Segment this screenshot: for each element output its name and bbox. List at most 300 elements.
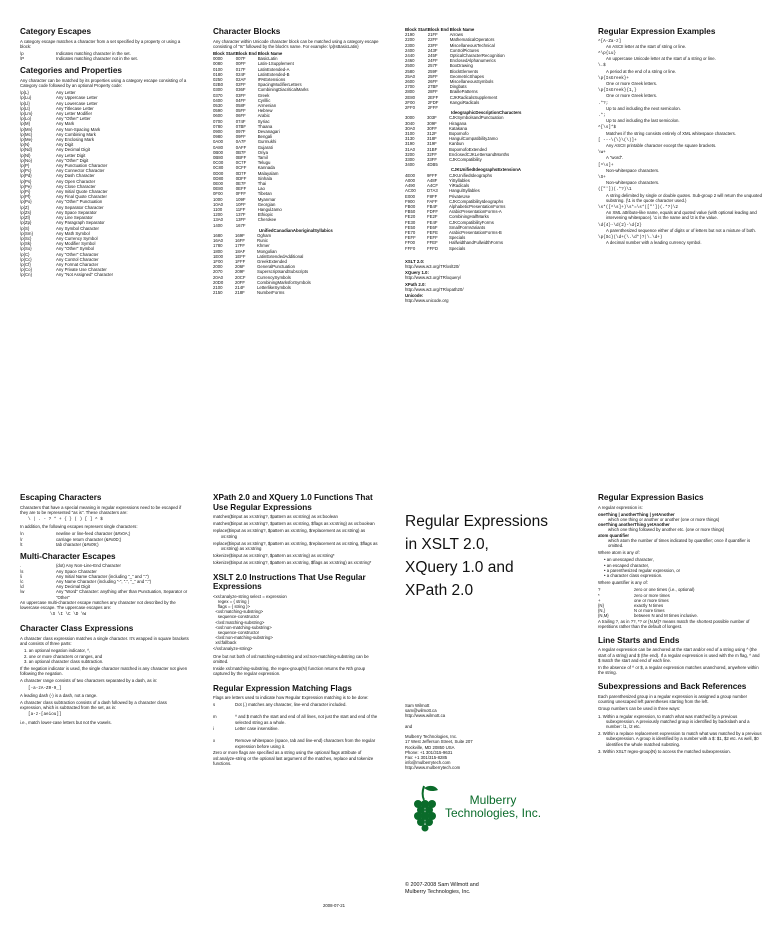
example-pattern: ^[\s]*$ xyxy=(598,125,617,131)
section-title-character-blocks: Character Blocks xyxy=(213,27,281,36)
atom-item: • a parenthesized regular expression, or xyxy=(604,567,681,573)
row-value: Indicates matching character not in the set. xyxy=(56,56,138,62)
section-title-basics: Regular Expression Basics xyxy=(598,493,704,502)
table-cell: 04FF xyxy=(235,97,246,103)
example-pattern: \S+ xyxy=(598,174,606,180)
table-cell: CJKSymbolsandPunctuation xyxy=(449,115,504,121)
row-value: Any "Word" Character: anything other than Punctuation, Separator or "Other" xyxy=(56,589,188,600)
table-cell: 02FF xyxy=(235,82,246,88)
table-cell: 0BFF xyxy=(235,154,247,160)
row-key: \p{Lm} xyxy=(20,111,33,117)
table-cell: 0250 xyxy=(213,76,223,82)
table-cell: SuperscriptsandSubscripts xyxy=(257,269,309,275)
table-cell: 2600 xyxy=(405,79,415,85)
table-cell: Thai xyxy=(257,180,267,186)
table-cell: Dingbats xyxy=(449,84,467,90)
table-cell: 0B7F xyxy=(235,149,246,155)
row-value: Any Close Character xyxy=(56,183,96,189)
table-cell: Kannada xyxy=(257,165,275,171)
basics-atom-intro: Where atom is any of: xyxy=(598,550,640,556)
table-cell: 0530 xyxy=(213,102,223,108)
row-value: Any "Other" Digit xyxy=(56,157,89,163)
table-cell: 036F xyxy=(235,87,246,93)
row-value: Any Open Character xyxy=(56,178,96,184)
table-cell: 02AF xyxy=(235,76,246,82)
example-description: A "word". xyxy=(606,155,624,161)
table-cell: FB50 xyxy=(405,209,416,215)
row-key: \p{Co} xyxy=(20,267,32,273)
table-cell: 3040 xyxy=(405,120,415,126)
section-title-multi: Multi-Character Escapes xyxy=(20,551,116,561)
basics-term: oneThing | anotherThing | yetAnother xyxy=(598,511,675,517)
table-cell: A000 xyxy=(405,177,416,183)
table-cell: 25A0 xyxy=(405,73,416,79)
table-cell: 218F xyxy=(235,290,245,296)
blocks-continued-sub-header: IdeographicDescriptionCharacters xyxy=(451,110,522,116)
row-value: Any "Other" Letter xyxy=(56,116,91,122)
table-cell: 214F xyxy=(235,285,245,291)
row-key: \p{Ll} xyxy=(20,100,30,106)
table-cell: 0180 xyxy=(213,71,223,77)
table-cell: EnclosedCJKLettersandMonths xyxy=(449,151,510,157)
row-key: \p{N} xyxy=(20,142,30,148)
table-cell: 2FFF xyxy=(427,105,438,111)
example-description: An uppercase Unicode letter at the start of a string or line. xyxy=(606,56,716,62)
contact-line: Sam Wilmott xyxy=(405,703,430,708)
table-row xyxy=(20,272,113,277)
table-cell: 28FF xyxy=(427,89,438,95)
row-key: \p{P} xyxy=(20,163,30,169)
escaping-table xyxy=(20,531,130,547)
table-cell: 2EFF xyxy=(427,94,439,100)
table-cell: Specials xyxy=(449,235,466,241)
row-value: tab character (&#x09;) xyxy=(56,541,99,547)
classes-p4: A character class subtraction consists of a dash followed by a character class expression, which is subtracted from the set, as in: xyxy=(20,699,167,711)
row-value: Any Mark xyxy=(56,121,75,127)
col-blocks-continued xyxy=(405,27,575,304)
title-line-1: Regular Expressions xyxy=(405,513,549,530)
row-key: * xyxy=(598,592,600,598)
basics-atoms xyxy=(598,557,763,578)
table-cell: 0DFF xyxy=(235,175,247,181)
table-cell: Specials xyxy=(449,245,466,251)
table-cell: FB4F xyxy=(427,203,438,209)
table-row xyxy=(213,290,311,295)
table-cell: Lao xyxy=(257,186,265,192)
row-value: one or more times xyxy=(634,597,669,603)
row-value: Any Space Separator xyxy=(56,209,97,215)
escaping-intro: Characters that have a special meaning in regular expressions need to be escaped if they are to be represented "as is". These characters are: xyxy=(20,504,182,515)
table-cell: 22FF xyxy=(427,37,438,43)
table-cell: Kanbun xyxy=(449,141,464,147)
table-cell: 2F00 xyxy=(405,99,415,105)
table-cell: Gujarati xyxy=(257,144,273,150)
row-value: Indicates matching character in the set. xyxy=(56,50,131,56)
basics-description: which one thing followed by another etc. (one or more things) xyxy=(608,527,725,533)
table-cell: 3100 xyxy=(405,131,415,137)
table-cell: Greek xyxy=(257,92,270,98)
row-key: \i xyxy=(20,573,23,579)
table-cell: 209F xyxy=(235,269,245,275)
table-cell: 20CF xyxy=(235,274,246,280)
table-cell: 10FF xyxy=(235,201,246,207)
reference-label: XSLT 2.0: xyxy=(405,258,425,264)
categories-table xyxy=(20,90,113,277)
table-cell: 137F xyxy=(235,212,246,218)
table-cell: BraillePatterns xyxy=(449,89,478,95)
table-row xyxy=(213,714,381,726)
classes-intro: A character class expression matches a single character. It's wrapped in square brackets and consists of three parts: xyxy=(20,635,189,647)
table-cell: 3130 xyxy=(405,136,415,142)
row-value: Any Decimal Digit xyxy=(56,147,90,153)
table-cell: 303F xyxy=(427,115,437,121)
row-value: Any Private Use Character xyxy=(56,267,107,273)
table-cell: Sinhala xyxy=(257,175,273,181)
row-key: \p{L} xyxy=(20,90,29,96)
examples-list xyxy=(598,39,763,246)
table-cell: LetterlikeSymbols xyxy=(257,285,291,291)
class-part: 1. an optional negation indicator, ^, xyxy=(24,648,91,654)
table-cell: E000 xyxy=(405,193,416,199)
section-title-xpath-functions: XPath 2.0 and XQuery 1.0 Functions That Use Regular Expressions xyxy=(213,493,373,512)
table-cell: 2460 xyxy=(405,58,415,64)
flags-table xyxy=(213,702,381,750)
example-pattern: \p{Sc}(\d+(\.\d*)?|\.\d+) xyxy=(598,235,663,240)
table-cell: 259F xyxy=(427,68,438,74)
subexp-p2: Group numbers can be used in three ways: xyxy=(598,706,681,712)
table-cell: 13A0 xyxy=(213,217,224,223)
row-key: m xyxy=(213,714,217,720)
example-description: Any ASCII printable character except the square brackets. xyxy=(606,142,717,148)
table-cell: Telugu xyxy=(257,160,271,166)
table-cell: 318F xyxy=(427,136,437,142)
table-cell: AlphabeticPresentationForms xyxy=(449,203,506,209)
row-value: Any "Other" Symbol xyxy=(56,246,94,252)
table-cell: 20FF xyxy=(235,279,246,285)
blocks-table-2 xyxy=(213,233,311,295)
code-line: regex = { string } xyxy=(213,598,250,604)
copyright xyxy=(405,882,575,896)
classes-p3: A leading dash (-) is a dash, not a range. xyxy=(20,692,98,698)
subexp-item: 1. Within a regular expression, to match what was matched by a previous subexpression. A previously matched group is identified by backslash and a number: \1, \2 etc. xyxy=(598,713,750,729)
table-cell: FEFE xyxy=(427,229,438,235)
xslt-p1: One but not both of xsl:matching-substring and xsl:non-matching-substring can be omitted. xyxy=(213,653,369,665)
example-description: Matches if the string consists entirely of XML whitespace characters. xyxy=(606,130,736,136)
table-cell: 0D00 xyxy=(213,170,224,176)
row-value: (dot) Any Non-Line-End Character xyxy=(56,563,121,569)
example-pattern: [^\s]+ xyxy=(598,162,614,168)
table-cell: 0C00 xyxy=(213,160,224,166)
table-cell: 1F00 xyxy=(213,259,223,265)
example-pattern: \p{IsGreek}+ xyxy=(598,75,629,81)
contact-line: sam@wilmott.ca xyxy=(405,708,437,714)
table-cell: 206F xyxy=(235,264,245,270)
table-cell: 2070 xyxy=(213,269,223,275)
table-cell: 1E00 xyxy=(213,253,224,259)
table-cell: 2190 xyxy=(405,32,415,38)
table-cell: HangulJamo xyxy=(257,207,282,212)
table-cell: 1200 xyxy=(213,212,223,218)
xslt-p2: Inside xsl:matching-substring, the regex-group(N) function returns the Nth group captured by the regular expression. xyxy=(213,666,366,677)
row-value: Any Decimal Digit xyxy=(56,584,90,590)
contact-line: Rockville, MD 20850 USA xyxy=(405,744,455,750)
table-cell: FE2F xyxy=(427,214,438,220)
basics-quant-intro: Where quantifier is any of: xyxy=(598,580,648,586)
table-cell: 24FF xyxy=(427,58,438,64)
table-cell: 09FF xyxy=(235,134,246,140)
table-cell: Malayalam xyxy=(257,170,279,176)
table-cell: CJKCompatibilityForms xyxy=(449,219,494,225)
row-value: Any Format Character xyxy=(56,261,99,267)
escaping-chars: \ | . - ? * + { } ( ) [ ] ^ $ xyxy=(28,516,103,522)
table-cell: 10A0 xyxy=(213,201,224,207)
lines-p1: A regular expression can be anchored at the start and/or end of a string using ^ (the start of a string) and $ (the end). If a regular expression is used with the m flag, ^ and $ match the start and end of each line. xyxy=(598,647,760,663)
table-cell: MiscellaneousTechnical xyxy=(449,42,495,48)
row-key: \p xyxy=(20,50,24,56)
section-title-subexpressions: Subexpressions and Back References xyxy=(598,682,747,692)
classes-example-1: [-a-zA-Z0-9_] xyxy=(28,685,62,691)
table-cell: 2150 xyxy=(213,290,223,296)
table-cell: LatinExtendedAdditional xyxy=(257,253,304,259)
code-line: xsl:fallback xyxy=(213,640,237,646)
quantifier-table xyxy=(598,587,698,618)
row-value: Any Punctuation Character xyxy=(56,163,108,169)
table-cell: 02B0 xyxy=(213,82,224,88)
xslt-code xyxy=(213,594,381,651)
example-description: An XML attribute-like name, equals and quoted value (with optional leading and intervening whitespace). \1 is the name and \3 is the value. xyxy=(606,210,757,221)
classes-p2: A character range consists of two characters separated by a dash, as in: xyxy=(20,678,158,684)
categories-intro: Any character can be matched by its properties using a category escape consisting of a Category code followed by an optional Property code: xyxy=(20,77,187,89)
class-part: 2. one or more characters or ranges, and xyxy=(24,653,103,659)
row-value: exactly N times xyxy=(634,602,664,608)
contact-line: Phone: +1 301/315-9631 xyxy=(405,749,453,755)
table-cell: Armenian xyxy=(257,102,277,108)
row-value: zero or one times (i.e., optional) xyxy=(634,587,695,593)
table-cell: 2300 xyxy=(405,42,415,48)
reference-url: http://www.unicode.org xyxy=(405,298,449,304)
logo-text xyxy=(438,794,548,820)
table-cell: MathematicalOperators xyxy=(449,37,495,43)
table-cell: YiSyllables xyxy=(449,177,470,183)
row-key: \p{S} xyxy=(20,225,30,231)
table-cell: FE50 xyxy=(405,224,416,230)
column-header: Block Name xyxy=(257,50,283,56)
example-description: A parenthesized sequence either of digits or of letters but not a mixture of both. xyxy=(606,227,757,233)
row-key: \p{Lu} xyxy=(20,95,32,101)
col-functions xyxy=(213,493,381,768)
table-cell: 27BF xyxy=(427,84,438,90)
table-cell: 2FF0 xyxy=(405,105,416,111)
table-cell: NumberForms xyxy=(257,290,285,296)
example-pattern: [ ---\{\}\(\)]+ xyxy=(598,137,637,143)
copyright-line-1: © 2007-2008 Sam Wilmott and xyxy=(405,882,479,888)
reference-label: XPath 2.0: xyxy=(405,281,426,287)
table-cell: 1400 xyxy=(213,222,223,228)
row-key: \p{Lt} xyxy=(20,105,31,111)
table-cell: 2000 xyxy=(213,264,223,270)
table-cell: 4DB5 xyxy=(427,162,438,168)
function-signature: tokenize($input as xs:string?, $pattern as xs:string, $flags as xs:string) as xs:string* xyxy=(213,560,372,566)
table-cell: Devanagari xyxy=(257,128,280,134)
row-value: Dot (.) matches any character, line-end character included. xyxy=(235,702,347,708)
function-signature: replace($input as xs:string?, $pattern as xs:string, $replacement as xs:string) as xs:string xyxy=(213,528,366,539)
row-key: \c xyxy=(20,579,24,585)
table-cell: 0D7F xyxy=(235,170,247,176)
table-cell: Syriac xyxy=(257,118,270,124)
table-cell: 0900 xyxy=(213,128,223,134)
table-cell: 30A0 xyxy=(405,125,416,131)
table-cell: GeometricShapes xyxy=(449,73,485,79)
logo-text-line-2: Technologies, Inc. xyxy=(444,806,542,820)
table-cell: 245F xyxy=(427,53,438,59)
row-value: ^ and $ match the start and end of all lines, not just the start and end of the selected string as a whole. xyxy=(235,714,378,725)
row-key: \p{Pi} xyxy=(20,189,31,195)
references xyxy=(405,259,575,304)
example-pattern: \s*([^\s]+)\s*=\s*(["'])(.*?)\2 xyxy=(598,204,678,210)
subexp-item: 2. Within a replace replacement expression to match what was matched by a previous subexpression. A group is identified by a number with a $: $1, $2 etc. As well, $0 identifies the whole matched substring. xyxy=(598,731,762,747)
column-header: Block End xyxy=(235,50,257,56)
table-cell: CombiningMarksforSymbols xyxy=(257,279,311,285)
table-cell: CurrencySymbols xyxy=(257,274,291,280)
table-cell: HalfwidthandFullwidthForms xyxy=(449,240,503,246)
table-cell: 0E7F xyxy=(235,180,246,186)
column-header: Block Start xyxy=(213,50,236,56)
classes-example-2: [a-z-[aeiou]] xyxy=(28,712,62,718)
table-cell: Mongolian xyxy=(257,248,277,254)
table-cell: 33FF xyxy=(427,157,438,163)
reference-label: XQuery 1.0: xyxy=(405,270,429,276)
table-cell: CJKUnifiedIdeographs xyxy=(449,172,492,178)
row-key: \p{Me} xyxy=(20,137,33,143)
row-value: N or more times xyxy=(634,608,665,614)
row-value: Any "Not Assigned" Character xyxy=(56,272,114,278)
row-key: \p{Pe} xyxy=(20,183,32,189)
table-cell: Ogham xyxy=(257,233,272,239)
lines-p2: In the absence of ^ or $, a regular expression matches unanchored, anywhere within the string. xyxy=(598,665,759,676)
table-cell: FE6F xyxy=(427,224,438,230)
table-cell: 0E00 xyxy=(213,180,224,186)
table-cell: BopomofoExtended xyxy=(449,146,487,152)
row-value: Any Combining Mark xyxy=(56,131,96,137)
table-cell: D7A3 xyxy=(427,188,438,194)
row-value: Any "Other" Character xyxy=(56,251,99,257)
table-cell: SpacingModifierLetters xyxy=(257,82,302,88)
table-cell: 074F xyxy=(235,118,246,124)
code-line: <xsl:non-matching-substring> xyxy=(213,624,272,630)
row-value: Any Letter xyxy=(56,90,76,96)
row-key: \n xyxy=(20,531,24,537)
table-cell: 11FF xyxy=(235,207,246,212)
table-cell: 16FF xyxy=(235,238,246,244)
row-key: {N,} xyxy=(598,608,606,614)
table-cell: 0EFF xyxy=(235,186,247,192)
row-key: \p{No} xyxy=(20,157,32,163)
row-value: Remove whitespace (space, tab and line-end) characters from the regular expression before using it. xyxy=(235,738,376,749)
table-cell: Khmer xyxy=(257,243,270,249)
table-cell: 1780 xyxy=(213,243,223,249)
table-cell: FEFF xyxy=(427,235,438,241)
table-cell: FB00 xyxy=(405,203,416,209)
table-cell: 3300 xyxy=(405,157,415,163)
table-cell: 17FF xyxy=(235,243,246,249)
table-cell: 1680 xyxy=(213,233,223,239)
blocks-table xyxy=(213,51,309,228)
table-cell: 00FF xyxy=(235,61,246,67)
row-key: \p{Mc} xyxy=(20,131,33,137)
table-cell: 024F xyxy=(235,71,246,77)
function-signature: matches($input as xs:string?, $pattern as xs:string) as xs:boolean xyxy=(213,514,338,519)
code-line: </xsl:matching-substring> xyxy=(213,619,265,625)
table-cell: Bengali xyxy=(257,134,273,140)
example-description: Non-whitespace characters. xyxy=(606,167,660,173)
function-signature: tokenize($input as xs:string?, $pattern as xs:string) as xs:string* xyxy=(213,553,335,559)
example-pattern: \d{4}-\d{2}-\d{2} xyxy=(598,222,642,228)
table-cell: KangxiRadicals xyxy=(449,99,480,105)
table-cell: FF00 xyxy=(405,240,416,246)
function-signature: replace($input as xs:string?, $pattern as xs:string, $replacement as xs:string, $flags as xs:string) as xs:string xyxy=(213,540,378,552)
table-cell: FAFF xyxy=(427,198,438,204)
table-cell: Thaana xyxy=(257,123,273,129)
basics-description: which one thing or another or another (one or more things) xyxy=(608,516,720,522)
table-cell: ArabicPresentationForms-B xyxy=(449,229,502,235)
col-basics xyxy=(598,493,763,756)
table-cell: 319F xyxy=(427,141,437,147)
example-description: A decimal number with a leading currency symbol. xyxy=(606,240,702,246)
contact-line: http://www.mulberrytech.com xyxy=(405,765,461,771)
table-cell: Katakana xyxy=(449,125,468,131)
table-cell: 25FF xyxy=(427,73,438,79)
table-cell: 0D80 xyxy=(213,175,224,181)
row-value: Any Control Character xyxy=(56,256,99,262)
table-row xyxy=(213,726,381,738)
section-title-category-escapes: Category Escapes xyxy=(20,27,91,36)
table-cell: 0590 xyxy=(213,108,223,114)
basics-intro: A regular expression is: xyxy=(598,504,643,510)
row-value: Any Uppercase Letter xyxy=(56,95,98,101)
table-cell: 2700 xyxy=(405,84,415,90)
reference-url: http://www.w3.org/TR/xpath20/ xyxy=(405,286,464,292)
section-title-lines: Line Starts and Ends xyxy=(598,635,680,645)
table-cell: EnclosedAlphanumerics xyxy=(449,58,496,64)
table-cell: 0E80 xyxy=(213,186,224,192)
functions-list xyxy=(213,514,381,566)
row-key: s xyxy=(213,702,216,708)
table-cell: 007F xyxy=(235,56,246,62)
table-cell: FE4F xyxy=(427,219,438,225)
table-cell: Latin-1Supplement xyxy=(257,61,294,67)
copyright-line-2: Mulberry Technologies, Inc. xyxy=(405,889,471,895)
example-description: A string delimited by single or double quotes. Sub-group 2 will return the unquoted substring. (\1 is the quote character used.) xyxy=(606,192,762,203)
row-value: carriage return character (&#x0D;) xyxy=(56,536,122,542)
table-cell: 31BF xyxy=(427,146,438,152)
table-cell: Cyrillic xyxy=(257,97,271,103)
row-value: Any Enclosing Mark xyxy=(56,137,94,143)
column-header: Block Start xyxy=(405,27,428,32)
contact-line: http://www.wilmott.ca xyxy=(405,713,446,719)
example-description: One or more Greek letters. xyxy=(606,80,658,86)
example-description: Up to and including the next semicolon. xyxy=(606,105,682,111)
column-header: Block Name xyxy=(449,27,475,32)
table-cell: 109F xyxy=(235,196,246,202)
table-cell: 2580 xyxy=(405,68,415,74)
table-cell: ArabicPresentationForms-A xyxy=(449,209,502,215)
blocks-continued-table-2 xyxy=(405,115,509,167)
table-cell: A490 xyxy=(405,183,416,189)
table-cell: CJKCompatibility xyxy=(449,157,482,163)
table-cell: 0C7F xyxy=(235,160,247,166)
table-cell: FE20 xyxy=(405,214,416,220)
table-cell: IPAExtensions xyxy=(257,76,286,82)
